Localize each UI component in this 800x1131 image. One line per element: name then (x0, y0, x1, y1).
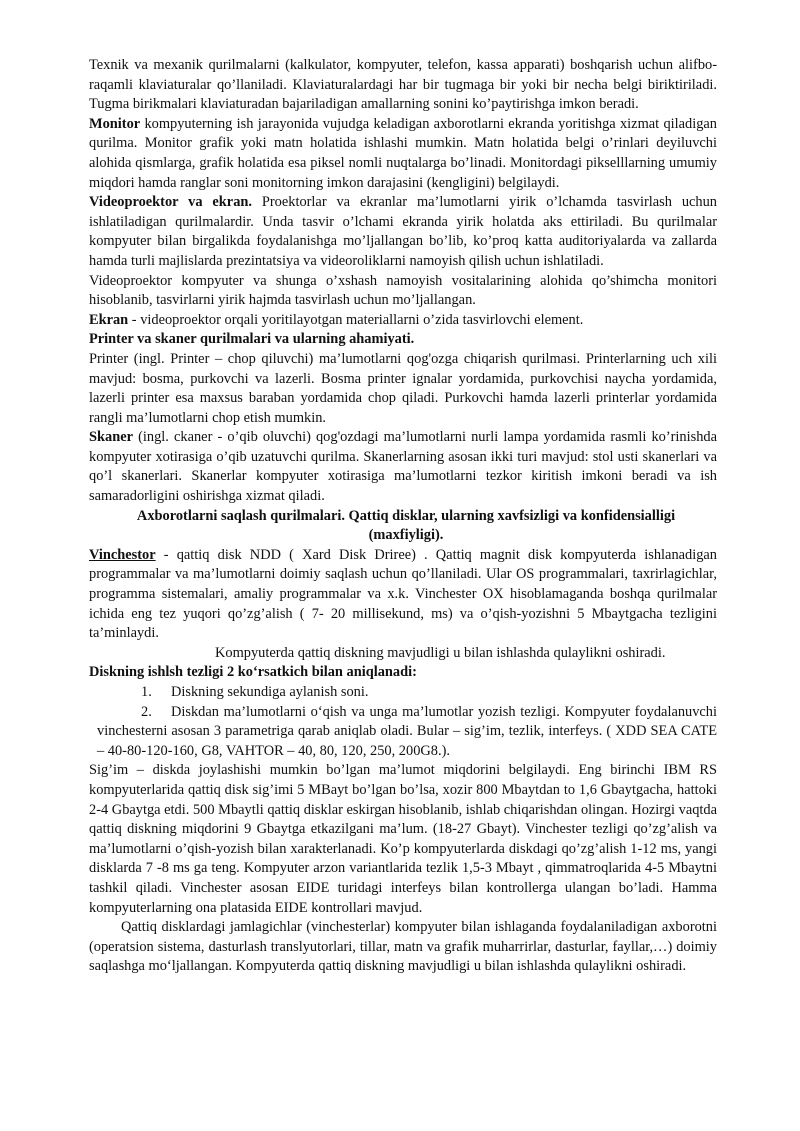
list-text: Diskdan ma’lumotlarni o‘qish va unga ma’lumotlar yozish tezligi. Kompyuter foydalanuvchi vinchesterni asosan 3 parametriga qarab aniqlab oladi. Bular – sig’im, tezlik, interfeys. ( XDD SEA CATE – 40-80-120-160, G8, VAHTOR – 40, 80, 120, 250, 200G8.). (97, 703, 717, 759)
paragraph-sigim: Sig’im – diskda joylashishi mumkin bo’lgan ma’lumot miqdorini belgilaydi. Eng birinchi IBM RS kompyuterlarida qattiq disk sig’imi 5 MBayt bo’lgan bo’lsa, xozir 800 Mbaytdan to 1,6 Gbaytgacha, hattoki 2-4 Gbaytga etdi. 500 Mbaytli qattiq disklar eskirgan hisoblanib, ishlab chiqarishdan olingan. Hozirgi vaqtda qattiq diskning miqdorini 9 Gbaytga etkazilgani ma’lum. (18-27 Gbayt). Vinchester tezligi qo’zg’alish va ma’lumotlarni o’qish-yozish bilan xarakterlanadi. Ko’p kompyuterlarda diskdagi qo’zg’alish 1-12 ms, yangi disklarda 7 -8 ms ga teng. Kompyuter arzon variantlarida tezlik 1,5-3 Mbayt , qimmatroqlarida 4-5 Mbaytni tashkil qiladi. Vinchester asosan EIDE turidagi interfeys bilan kontrollerga ulangan bo’ladi. Hamma kompyuterlarning ona platasida EIDE kontrollari mavjud. (89, 762, 717, 916)
list-item (89, 703, 717, 762)
list-item (89, 683, 717, 703)
paragraph-qulaylik: Kompyuterda qattiq diskning mavjudligi u bilan ishlashda qulaylikni oshiradi. (215, 644, 666, 661)
document-page (89, 56, 717, 977)
heading-printer: Printer va skaner qurilmalari va ularning ahamiyati. (89, 331, 415, 348)
term-ekran: Ekran (89, 311, 129, 328)
paragraph-keyboard: Texnik va mexanik qurilmalarni (kalkulator, kompyuter, telefon, kassa apparati) boshqarish uchun alifbo-raqamli klaviaturalar qo’llaniladi. Klaviaturalardagi har bir tugmaga bir yoki bir necha belgi biriktiriladi. Tugma birikmalari klaviaturadan bajariladigan amallarning sonini ko’paytirishga imkon beradi. (89, 57, 717, 113)
list-number: 2. (141, 703, 152, 720)
paragraph-ekran (89, 311, 717, 331)
paragraph-jamlagichlar: Qattiq disklardagi jamlagichlar (vinchesterlar) kompyuter bilan ishlaganda foydalaniladigan axborotni (operatsion sistema, dasturlash translyutorlari, tillar, matn va grafik muharrirlar, dasturlar, fayllar,…) doimiy saqlashga mo‘ljallangan. Kompyuterda qattiq diskning mavjudligi u bilan ishlashda qulaylikni oshiradi. (89, 919, 717, 975)
paragraph-monitor (89, 115, 717, 193)
term-skaner: Skaner (89, 429, 133, 446)
paragraph-videoproektor-2: Videoproektor kompyuter va shunga o’xshash namoyish vositalarining alohida qo’shimcha monitori hisoblanib, tasvirlarni yirik hajmda tasvirlash uchun mo’ljallangan. (89, 272, 717, 309)
heading-storage: Axborotlarni saqlash qurilmalari. Qattiq disklar, ularning xavfsizligi va konfidensialligi (maxfiyligi). (136, 507, 676, 544)
monitor-text: kompyuterning ish jarayonida vujudga keladigan axborotlarni ekranda yoritishga xizmat qiladigan qurilma. Monitor grafik yoki matn holatida ishlashi mumkin. Matn holatida belgi o’rinlari deyiluvchi alohida qismlarga, grafik holatida esa piksel nomli nuqtalarga bo’linadi. Monitordagi pikselllarning umumiy miqdori hamda ranglar soni monitorning imkon darajasini (kengligini) belgilaydi. (89, 115, 717, 191)
list-text: Diskning sekundiga aylanish soni. (171, 684, 369, 700)
term-monitor: Monitor (89, 115, 141, 132)
paragraph-printer: Printer (ingl. Printer – chop qiluvchi) ma’lumotlarni qog'ozga chiqarish qurilmasi. Printerlarning uch xili mavjud: bosma, purkovchi va lazerli. Bosma printer ignalar yordamida, purkovchisi naycha yordamida, lazerli printer esa maxsus baraban yordamida chop qiladi. Purkovchi hamda lazerli printerlar yordamida rangli ma’lumotlarni chop etish mumkin. (89, 350, 717, 426)
ekran-text: - videoproektor orqali yoritilayotgan materiallarni o’zida tasvirlovchi element. (128, 311, 584, 328)
term-videoproektor: Videoproektor va ekran. (89, 194, 252, 211)
videoproektor-text: Proektorlar va ekranlar ma’lumotlarni yirik o’lchamda tasvirlash uchun ishlatiladigan qurilmalardir. Unda tasvir o’lchami ekranda yirik holatda aks ettiriladi. Bu qurilmalar kompyuter bilan birgalikda foydalanishga mo’ljallangan bo’lib, ko’proq katta auditoriyalarda va zallarda hamda turli majlislarda prezintatsiya va videoroliklarni namoyish qilish uchun ishlatiladi. (89, 194, 718, 269)
vinchester-text: - qattiq disk NDD ( Xard Disk Driree) . Qattiq magnit disk kompyuterda ishlanadigan programmalar va ma’lumotlarni doimiy saqlash uchun qo’llaniladi. Ular OS programmalari, taxrirlagichlar, programma sistemalari, amaliy programmalar va x.k. Vinchester OX hisoblamaganda boshqa qurilmalar ichida eng tez yuqori qo’zg’alish ( 7- 20 millisekund, ms) va o’qish-yozishni 5 Mbaytgacha tezligini ta’minlaydi. (89, 546, 717, 642)
term-vinchester: Vinchestor (89, 546, 156, 563)
skaner-text: (ingl. ckaner - o’qib oluvchi) qog'ozdagi ma’lumotlarni nurli lampa yordamida rasmli ko’rinishda kompyuter xotirasiga o’qib uzatuvchi qurilma. Skanerlarning asosan ikki turi mavjud: stol usti skanerlari va qo’l skanerlari. Skanerlar kompyuter xotirasiga ma’lumotlarni tezkor kiritish imkoni beradi va ish samaradorligini oshirishga xizmat qiladi. (89, 429, 717, 505)
paragraph-videoproektor (89, 193, 717, 271)
list-number: 1. (141, 684, 152, 700)
heading-speed: Diskning ishlsh tezligi 2 ko‘rsatkich bilan aniqlanadi: (89, 664, 417, 681)
paragraph-vinchester (89, 546, 717, 644)
paragraph-skaner (89, 428, 717, 506)
